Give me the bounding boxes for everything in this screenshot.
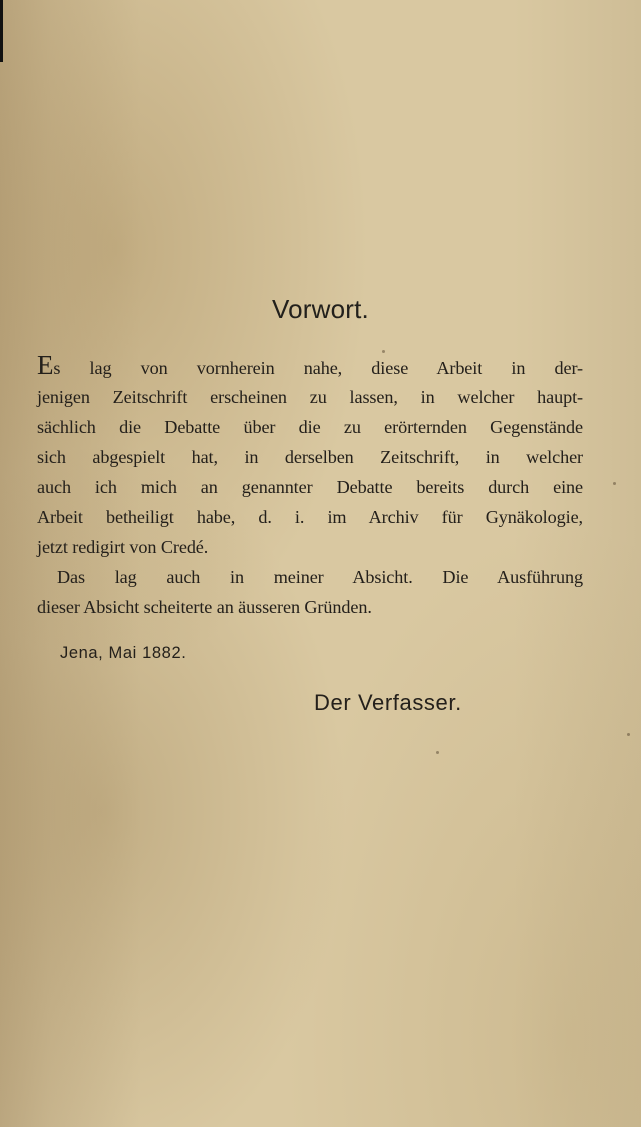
drop-cap: E [37, 350, 54, 380]
text-line-6: Arbeit betheiligt habe, d. i. im Archiv für Gynäkologie, [37, 507, 583, 527]
text-line-5: auch ich mich an genannter Debatte bereits durch eine [37, 477, 583, 497]
page-title: Vorwort. [272, 294, 369, 324]
paragraph-2-line-1: Das lag auch in meiner Absicht. Die Ausführung [57, 567, 583, 587]
paper-speck [613, 482, 616, 485]
paper-speck [627, 733, 630, 736]
text-line-4: sich abgespielt hat, in derselben Zeitschrift, in welcher [37, 447, 583, 467]
text-line-1 [37, 352, 583, 382]
paper-speck [436, 751, 439, 754]
text-line-3: sächlich die Debatte über die zu erörternden Gegenstände [37, 417, 583, 437]
date-place: Jena, Mai 1882. [60, 644, 187, 662]
text-line-7: jetzt redigirt von Credé. [37, 537, 209, 557]
paper-speck [382, 350, 385, 353]
scan-edge-line [0, 0, 3, 62]
paragraph-2-line-2: dieser Absicht scheiterte an äusseren Gründen. [37, 597, 372, 617]
foreword-text [37, 352, 583, 622]
first-line-text: s lag von vornherein nahe, diese Arbeit in der- [53, 358, 583, 378]
author-signature: Der Verfasser. [314, 690, 462, 715]
text-line-2: jenigen Zeitschrift erscheinen zu lassen, in welcher haupt- [37, 387, 583, 407]
